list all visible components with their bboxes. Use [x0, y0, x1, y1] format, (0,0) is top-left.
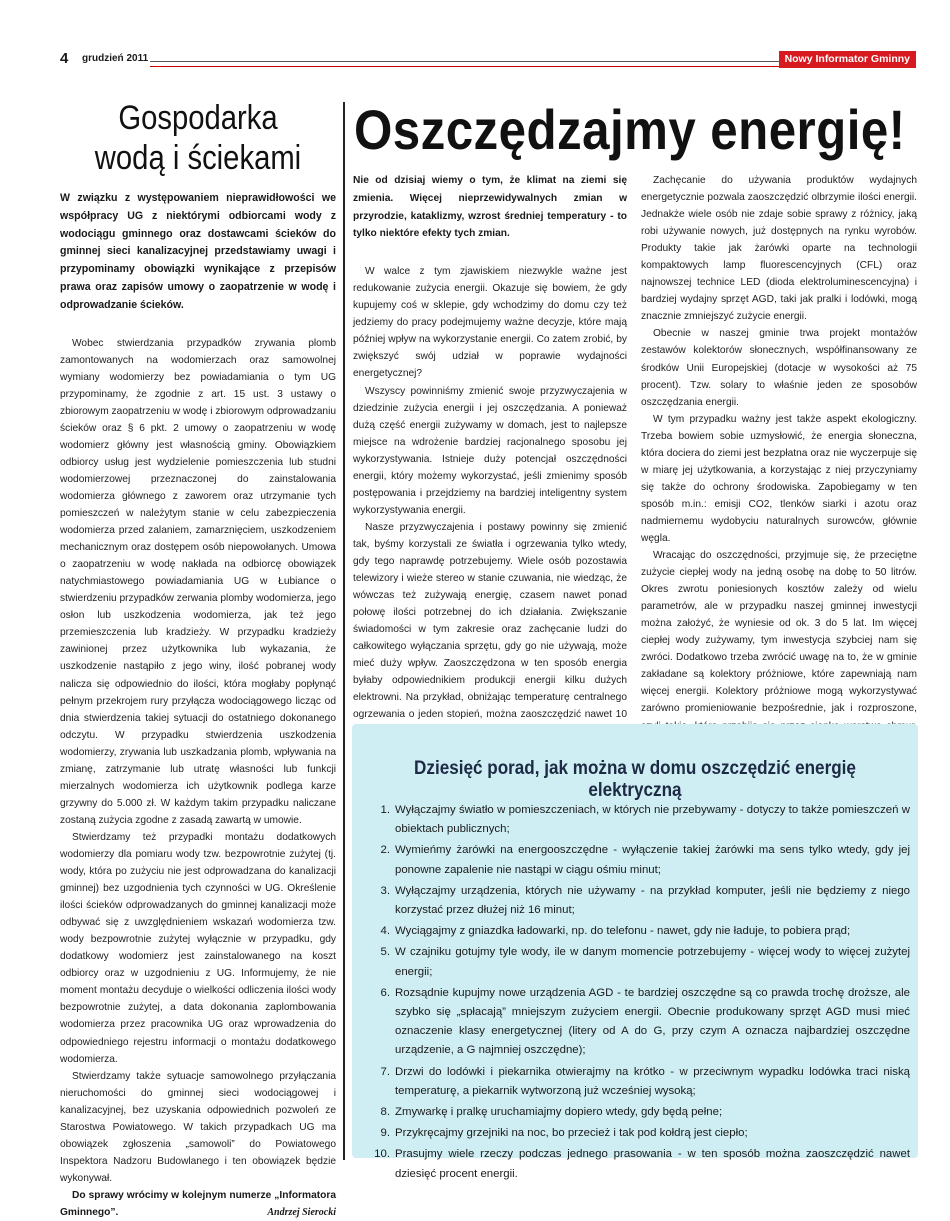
tip-text: Wyciągajmy z gniazdka ładowarki, np. do telefonu - nawet, gdy nie ładuje, to pobiera prąd;	[395, 925, 851, 938]
water-paragraph-1: Wobec stwierdzania przypadków zrywania plomb zamontowanych na wodomierzach oraz samowolnej wymiany wodomierzy bez powiadamiania o tym UG przypominamy, że zgodnie z art. 15 ust. 3 ustawy o zbiorowym zaopatrzeniu w wodę i zbiorowym odprowadzaniu ścieków oraz § 6 pkt. 2 umowy o zaopatrzeniu w wodę wodomierz główny jest własnością gminy. Obowiązkiem odbiorcy usług jest wydzielenie pomieszczenia lub studni wodomierzowej przeznaczonej do zainstalowania wodomierza głównego z zaworem oraz utrzymanie tych pomieszczeń w należytym stanie w celu zabezpieczenia wodomierza przed zalaniem, zamarznięciem, uszkodzeniem mechanicznym oraz dostępem osób niepowołanych. Umowa o zaopatrzeniu w wodę nakłada na odbiorcę obowiązek natychmiastowego powiadamiania UG w Łubiance o stwierdzeniu przypadków zerwania plomby wodomierza, jego osłon lub uszkodzenia wodomierza, jak też jego przemieszczenia lub kradzieży. W przypadku kradzieży zawinionej przez użytkownika lub wykazania, że uszkodzenie nastąpiło z jego winy, ilość pobranej wody nalicza się odpowiednio do ilości, która mogłaby popłynąć pełnym przekrojem rury przyłącza wodociągowego licząc od dnia stwierdzenia takiej sytuacji do ostatniego dokonanego odczytu. W przypadku stwierdzenia uszkodzenia wodomierzy, zrywania lub uszkadzania plomb, wpływania na zmianę, zatrzymanie lub utratę własności lub funkcji mierzalnych wodomierza ich użytkownik podlega karze grzywny do 5.000 zł. W każdym takim przypadku naliczane zostaną zużycia zgodne z zasadą zawartą w umowie.	[60, 337, 336, 826]
tip-text: Prasujmy wiele rzeczy podczas jednego prasowania - w ten sposób można zaoszczędzić nawet dziesięć procent energii.	[395, 1148, 910, 1180]
tip-number: 8.	[380, 1106, 390, 1119]
tip-item	[370, 1124, 910, 1143]
page-header	[60, 50, 916, 70]
tips-list	[370, 801, 910, 1186]
tip-item	[370, 801, 910, 839]
energy-paragraph-3: Nasze przyzwyczajenia i postawy powinny się zmienić tak, byśmy korzystali ze światła i ogrzewania tylko wtedy, gdy tego naprawdę potrzebujemy. Wiele osób pozostawia telewizory i wieże stereo w stanie czuwania, nie wiedząc, że wówczas też zużywają energię, czasem nawet ponad połowę ilości potrzebnej do ich działania. Zwiększanie świadomości w tym zakresie oraz zachęcanie ludzi do całkowitego wyłączania sprzętu, gdy go nie używają, może mieć duży wpływ. Zaoszczędzona w ten sposób energia byłaby odpowiednikiem produkcji energii kilku dużych elektrowni. Na przykład, obniżając temperaturę centralnego ogrzewania o jeden stopień, można zaoszczędzić nawet 10	[353, 521, 627, 721]
tip-text: Wyłączajmy urządzenia, których nie używamy - na przykład komputer, jeśli nie będziemy z niego korzystać przez dłużej niż 16 minut;	[395, 884, 910, 917]
publication-badge: Nowy Informator Gminny	[779, 51, 916, 68]
water-closing-text: Do sprawy wrócimy w kolejnym numerze „Informatora Gminnego”.	[60, 1189, 336, 1218]
column-divider	[343, 102, 345, 1160]
tip-number: 6.	[380, 986, 390, 999]
water-article-title	[79, 98, 316, 178]
energy-paragraph-2: Wszyscy powinniśmy zmienić swoje przyzwyczajenia w dziedzinie zużycia energii i jej oszczędzania. A ponieważ dużą część energii zużywamy w domach, jest to najlepsze miejsce na wdrożenie bardziej racjonalnego sposobu jej wykorzystywania. Istnieje duży potencjał oszczędności energii, który możemy wykorzystać, jeśli zmienimy sposób postępowania i przejdziemy na bardziej inteligentny system wykorzystywania energii.	[353, 385, 627, 516]
tip-item	[370, 882, 910, 920]
water-article	[60, 98, 336, 1221]
header-rule	[150, 61, 834, 62]
tip-text: Wymieńmy żarówki na energooszczędne - wyłączenie takiej żarówki ma sens tylko wtedy, gdy jej ponowne zapalenie nie nastąpi w ciągu ośmiu minut;	[395, 844, 910, 876]
tip-number: 4.	[380, 925, 390, 938]
tips-box	[352, 724, 918, 1180]
tip-item	[370, 1063, 910, 1101]
tip-number: 1.	[380, 804, 390, 816]
tip-item	[370, 984, 910, 1061]
tip-item	[370, 1103, 910, 1122]
energy-paragraph-6: W tym przypadku ważny jest także aspekt ekologiczny. Trzeba bowiem sobie uzmysłowić, że energia słoneczna, która dociera do ziemi jest bezpłatna oraz nie wyczerpuje się w miarę jej użytkowania, a korzystając z niej przyczyniamy się także do ochrony środowiska. Zapobiegamy w ten sposób m.in.: emisji CO2, tlenków siarki i azotu oraz nadmiernemu wydobyciu naturalnych surowców, głównie węgla.	[641, 413, 917, 544]
water-title-line1: Gospodarka	[118, 99, 278, 137]
energy-paragraph-7	[641, 547, 917, 752]
tip-item	[370, 922, 910, 941]
energy-paragraph-4: Zachęcanie do używania produktów wydajnych energetycznie pozwala zaoszczędzić olbrzymie ilości energii. Jednakże wiele osób nie zdaje sobie sprawy z różnicy, jaką robi używanie nowych, już dostępnych na rynku wyrobów. Produkty takie jak żarówki oparte na technologii kompaktowych lamp fluorescencyjnych (CFL) oraz najnowszej technice LED (dioda elektroluminescencyjna) i bardziej wydajny sprzęt AGD, taki jak pralki i lodówki, mogą znacznie zmniejszyć zużycie energii.	[641, 175, 917, 323]
tips-title: Dziesięć porad, jak można w domu oszczędzić energię elektryczną	[414, 758, 856, 801]
water-article-lead: W związku z występowaniem nieprawidłowości we współpracy UG z niektórymi odbiorcami wody z wodociągu gminnego oraz dostawcami ścieków do gminnej sieci kanalizacyjnej przedstawiamy uwagi i przypominamy obowiązki wynikające z przepisów prawa oraz zapisów umowy o zaopatrzenie w wodę i odprowadzanie ścieków.	[60, 192, 336, 311]
page-number: 4	[60, 50, 69, 67]
tip-number: 9.	[380, 1127, 390, 1140]
tip-number: 10.	[374, 1148, 390, 1161]
water-paragraph-3: Stwierdzamy także sytuacje samowolnego przyłączania nieruchomości do gminnej sieci wodociągowej i kanalizacyjnej, bez uzyskania odpowiednich pozwoleń ze Starostwa Powiatowego. W takich przypadkach UG ma obowiązek zgłoszenia „samowoli” do Powiatowego Inspektora Nadzoru Budowlanego i ten obowiązek będzie wykonywał.	[60, 1070, 336, 1184]
water-paragraph-2: Stwierdzamy też przypadki montażu dodatkowych wodomierzy dla pomiaru wody tzw. bezpowrotnie zużytej (tj. wody, która po zużyciu nie jest odprowadzana do kanalizacji gminnej) bez uzgodnienia tych czynności w UG. Określenie ilości ścieków odprowadzanych do gminnej kanalizacji może odbywać się z uwzględnieniem wskazań wodomierza tzw. wody bezpowrotnie zużytej wyłącznie w przypadku, gdy dodatkowy wodomierz jest zainstalowanego na koszt odbiorcy oraz w uzgodnieniu z UG. Informujemy, że nie moment montażu decyduje o wielkości odliczenia ilości wody bezpowrotnie zużytej, a data dokonania zaplombowania wodomierza przez pracownika UG oraz wprowadzenia do odpowiedniego rejestru informacji o montażu dodatkowego wodomierza.	[60, 831, 336, 1065]
tip-number: 7.	[380, 1065, 390, 1078]
tip-item	[370, 1145, 910, 1183]
energy-article-lead: Nie od dzisiaj wiemy o tym, że klimat na ziemi się zmienia. Więcej nieprzewidywalnych zmian w przyrodzie, kataklizmy, wzrost średniej temperatury - to tylko niektóre efekty tych zmian.	[353, 175, 627, 240]
energy-article-col1	[353, 172, 627, 758]
tip-text: Wyłączajmy światło w pomieszczeniach, w których nie przebywamy - dotyczy to także pomieszczeń w obiektach publicznych;	[395, 804, 910, 836]
tip-number: 2.	[380, 844, 390, 857]
energy-article-col2	[641, 172, 917, 769]
water-title-line2: wodą i ściekami	[94, 139, 302, 177]
tip-text: Rozsądnie kupujmy nowe urządzenia AGD - te bardziej oszczędne są co prawda trochę droższe, ale szybko się „spłacają” mniejszym zużyciem energii. Obecnie produkowany sprzęt AGD musi mieć oznaczenie klasy energetycznej (litery od A do G, przy czym A oznacza najbardziej oszczędne urządzenie, a G najmniej oszczędne);	[395, 986, 910, 1057]
tip-number: 5.	[380, 946, 390, 959]
tip-text: Zmywarkę i pralkę uruchamiajmy dopiero wtedy, gdy będą pełne;	[395, 1106, 723, 1119]
tip-number: 3.	[380, 884, 390, 897]
tip-item	[370, 943, 910, 981]
energy-paragraph-7-text: Wracając do oszczędności, przyjmuje się, że przeciętne zużycie ciepłej wody na jedną osobę na dobę to 50 litrów. Okres zwrotu poniesionych kosztów zależy od wielu parametrów, ale w przypadku naszej gminnej inwestycji można założyć, że wyniesie od ok. 3 do 5 lat. Im więcej ciepłej wody zużywamy, tym inwestycja szybciej nam się zwróci. Dodatkowo trzeba zwrócić uwagę na to, że w gminie zakładane są kolektory próżniowe, które zapewniają nam więcej energii. Kolektory próżniowe mogą wykorzystywać zarówno promieniowanie bezpośrednie, jak i rozproszone,	[641, 550, 917, 715]
tip-text: W czajniku gotujmy tyle wody, ile w danym momencie potrzebujemy - więcej wody to więcej zużytej energii;	[395, 946, 910, 978]
energy-article-title: Oszczędzajmy energię!	[354, 98, 906, 161]
tip-text: Przykręcajmy grzejniki na noc, bo przecież i tak pod kołdrą jest ciepło;	[395, 1127, 748, 1140]
water-author: Andrzej Sierocki	[267, 1206, 336, 1218]
energy-paragraph-1: W walce z tym zjawiskiem niezwykle ważne jest redukowanie zużycia energii. Okazuje się bowiem, że gdy kupujemy coś w sklepie, gdy wchodzimy do domu czy też jedziemy do pracy podejmujemy ważne decyzje, które mają później wpływ na wykorzystanie energii. Co zatem zrobić, by zwiększyć swój udział w poprawie wydajności energetycznej?	[353, 266, 627, 380]
energy-paragraph-5: Obecnie w naszej gminie trwa projekt montażów zestawów kolektorów słonecznych, współfinansowany ze środków Unii Europejskiej (dotacje w wysokości aż 75 procent). Tzw. solary to właśnie jeden ze sposobów oszczędzania energii.	[641, 328, 917, 408]
issue-date: grudzień 2011	[82, 53, 149, 64]
tip-item	[370, 841, 910, 879]
header-rule-accent	[150, 66, 834, 67]
tip-text: Drzwi do lodówki i piekarnika otwierajmy na krótko - w przeciwnym wypadku lodówka traci niską temperaturę, a piekarnik wytworzoną już wcześniej wysoką;	[395, 1065, 910, 1097]
